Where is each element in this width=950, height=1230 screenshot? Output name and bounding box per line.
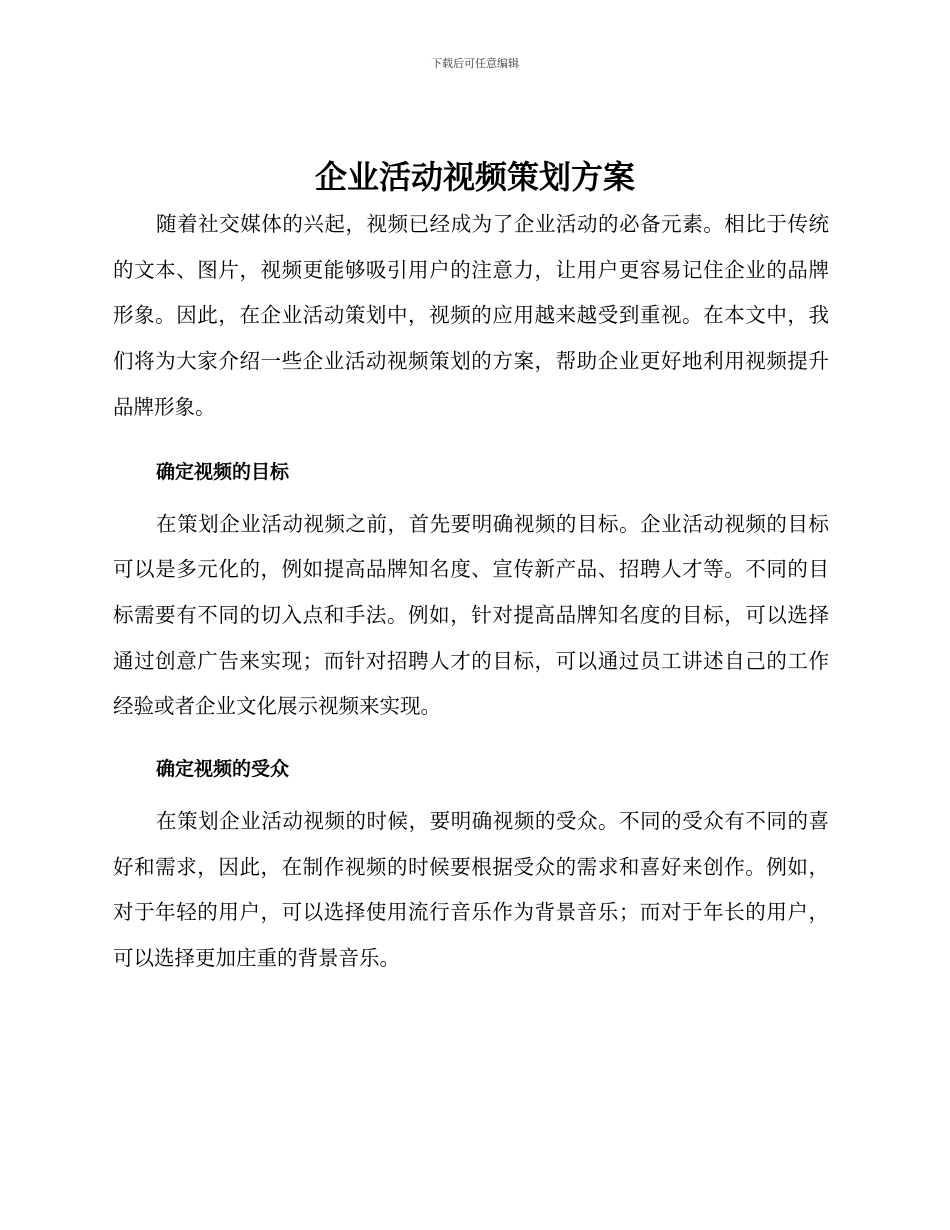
section-heading-audience: 确定视频的受众 — [156, 758, 290, 781]
page-header-note: 下载后可任意编辑 — [431, 57, 519, 70]
section-paragraph-audience: 在策划企业活动视频的时候，要明确视频的受众。不同的受众有不同的喜好和需求，因此，在制作视频的时候要根据受众的需求和喜好来创作。例如，对于年轻的用户，可以选择使用流行音乐作为背景音乐；而对于年长的用户，可以选择更加庄重的背景音乐。 — [113, 809, 829, 971]
intro-paragraph: 随着社交媒体的兴起，视频已经成为了企业活动的必备元素。相比于传统的文本、图片，视频更能够吸引用户的注意力，让用户更容易记住企业的品牌形象。因此，在企业活动策划中，视频的应用越来越受到重视。在本文中，我们将为大家介绍一些企业活动视频策划的方案，帮助企业更好地利用视频提升品牌形象。 — [113, 212, 829, 419]
document-body — [113, 202, 829, 982]
document-title: 企业活动视频策划方案 — [314, 158, 635, 196]
section-heading-goal: 确定视频的目标 — [156, 460, 290, 483]
section-paragraph-goal: 在策划企业活动视频之前，首先要明确视频的目标。企业活动视频的目标可以是多元化的，例如提高品牌知名度、宣传新产品、招聘人才等。不同的目标需要有不同的切入点和手法。例如，针对提高品牌知名度的目标，可以选择通过创意广告来实现；而针对招聘人才的目标，可以通过员工讲述自己的工作经验或者企业文化展示视频来实现。 — [113, 511, 829, 719]
